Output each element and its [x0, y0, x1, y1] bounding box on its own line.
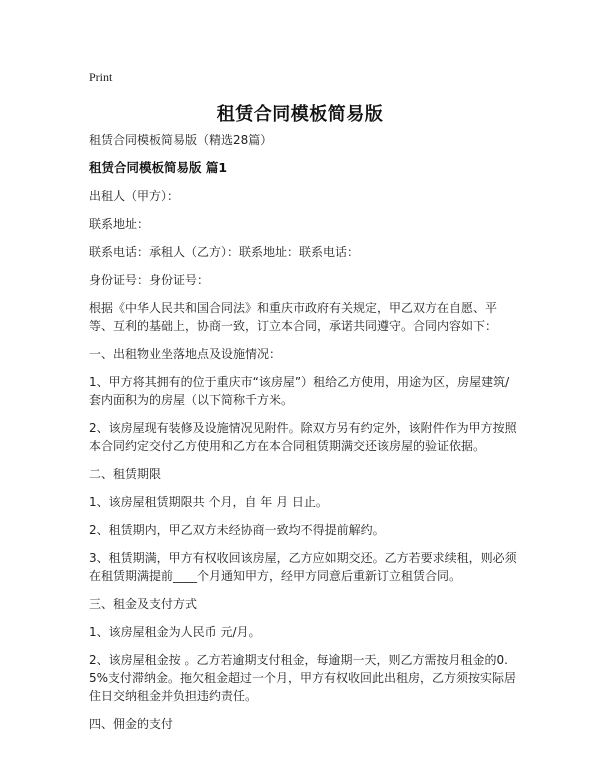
- heading-rent-payment: 三、租金及支付方式: [89, 597, 198, 611]
- heading-commission: 四、佣金的支付: [89, 717, 174, 731]
- paragraph-id-number: 身份证号：身份证号：: [89, 273, 210, 287]
- clause-1-2: 2、该房屋现有装修及设施情况见附件。除双方另有约定外，该附件作为甲方按照本合同约定交付乙方使用和乙方在本合同租赁期满交还该房屋的验证依据。: [89, 421, 517, 453]
- document-title: 租赁合同模板简易版: [216, 104, 384, 125]
- print-link[interactable]: Print: [89, 70, 113, 84]
- heading-lease-term: 二、租赁期限: [89, 467, 162, 481]
- clause-1-1: 1、甲方将其拥有的位于重庆市“该房屋”）租给乙方使用，用途为区，房屋建筑/套内面积为的房屋（以下简称千方米。: [89, 375, 510, 407]
- document-body: [89, 131, 519, 743]
- clause-2-1: 1、该房屋租赁期限共 个月，自 年 月 日止。: [89, 495, 328, 509]
- paragraph-preamble: 根据《中华人民共和国合同法》和重庆市政府有关规定，甲乙双方在自愿、平等、互利的基础上，协商一致，订立本合同，承诺共同遵守。合同内容如下：: [89, 301, 498, 333]
- clause-3-1: 1、该房屋租金为人民币 元/月。: [89, 625, 261, 639]
- paragraph-phone: 联系电话：承租人（乙方）：联系地址：联系电话：: [89, 245, 360, 259]
- document-subtitle: 租赁合同模板简易版（精选28篇）: [89, 133, 273, 147]
- clause-3-2: 2、该房屋租金按 。乙方若逾期支付租金，每逾期一天，则乙方需按月租金的0.5%支付滞纳金。拖欠租金超过一个月，甲方有权收回此出租房，乙方须按实际居住日交纳租金并负担违约责任。: [89, 653, 517, 703]
- heading-property-location: 一、出租物业坐落地点及设施情况：: [89, 347, 282, 361]
- section-title: 租赁合同模板简易版 篇1: [89, 160, 228, 175]
- clause-2-2: 2、租赁期内，甲乙双方未经协商一致均不得提前解约。: [89, 523, 385, 537]
- paragraph-address: 联系地址：: [89, 217, 150, 231]
- paragraph-lessor: 出租人（甲方）：: [89, 189, 180, 203]
- clause-2-3: 3、租赁期满，甲方有权收回该房屋，乙方应如期交还。乙方若要求续租，则必须在租赁期满提前____个月通知甲方，经甲方同意后重新订立租赁合同。: [89, 551, 517, 583]
